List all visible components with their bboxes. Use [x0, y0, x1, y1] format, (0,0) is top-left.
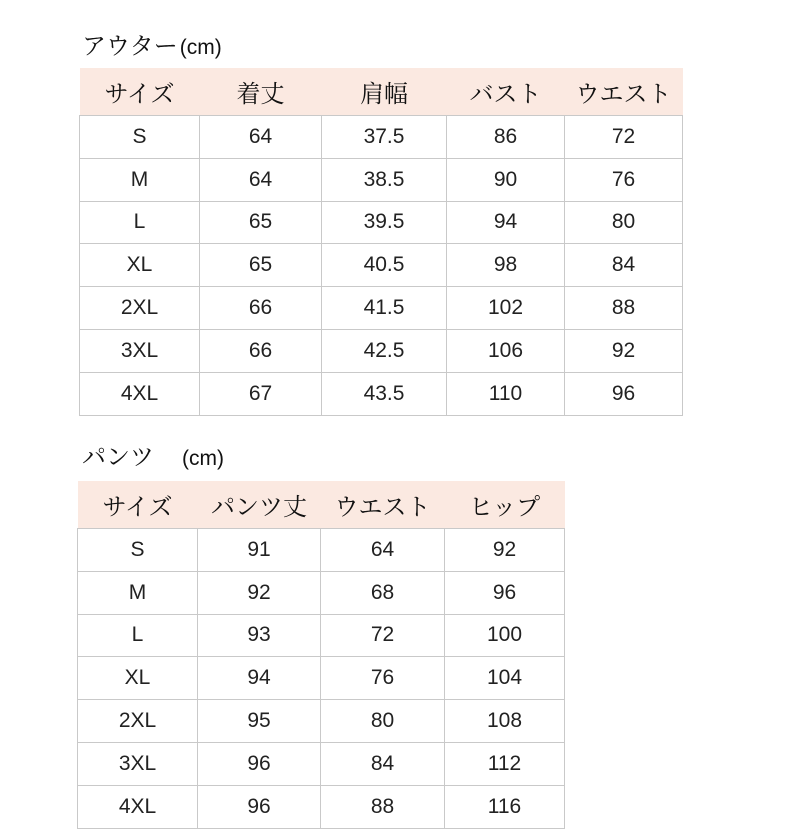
table-cell: 37.5 [322, 116, 447, 159]
table-cell: 38.5 [322, 158, 447, 201]
table-row [78, 571, 565, 614]
table-cell: M [80, 158, 200, 201]
table-cell: 80 [321, 700, 445, 743]
column-header-shoulder: 肩幅 [322, 68, 447, 116]
pants-title-text: パンツ [82, 443, 154, 471]
table-cell: S [78, 529, 198, 572]
table-cell: 4XL [78, 785, 198, 828]
table-cell: M [78, 571, 198, 614]
table-cell: 39.5 [322, 201, 447, 244]
outer-unit-label: (cm) [179, 36, 222, 59]
table-cell: S [80, 116, 200, 159]
table-cell: 66 [200, 329, 322, 372]
table-cell: 3XL [80, 329, 200, 372]
table-header-row [80, 68, 683, 116]
table-cell: 104 [445, 657, 565, 700]
table-cell: 108 [445, 700, 565, 743]
table-cell: 84 [565, 244, 683, 287]
table-cell: 40.5 [322, 244, 447, 287]
outer-title-text: アウター [82, 32, 178, 60]
table-cell: 4XL [80, 372, 200, 415]
table-cell: XL [80, 244, 200, 287]
column-header-waist: ウエスト [321, 481, 445, 529]
table-cell: L [80, 201, 200, 244]
table-cell: 2XL [80, 287, 200, 330]
table-cell: 67 [200, 372, 322, 415]
table-row [78, 614, 565, 657]
table-cell: 96 [198, 785, 321, 828]
table-cell: 88 [565, 287, 683, 330]
column-header-bust: バスト [447, 68, 565, 116]
table-cell: 102 [447, 287, 565, 330]
table-cell: 106 [447, 329, 565, 372]
table-cell: 76 [565, 158, 683, 201]
table-cell: 88 [321, 785, 445, 828]
table-cell: 65 [200, 201, 322, 244]
table-cell: 3XL [78, 742, 198, 785]
table-cell: 92 [565, 329, 683, 372]
table-cell: 72 [321, 614, 445, 657]
table-cell: 64 [321, 529, 445, 572]
table-row [78, 700, 565, 743]
table-row [80, 158, 683, 201]
table-cell: 72 [565, 116, 683, 159]
table-row [78, 742, 565, 785]
column-header-length: 着丈 [200, 68, 322, 116]
pants-size-table [77, 481, 565, 829]
table-cell: 94 [198, 657, 321, 700]
column-header-size: サイズ [78, 481, 198, 529]
table-cell: 92 [445, 529, 565, 572]
table-cell: 64 [200, 116, 322, 159]
table-cell: 90 [447, 158, 565, 201]
column-header-hip: ヒップ [445, 481, 565, 529]
table-cell: 91 [198, 529, 321, 572]
table-cell: 95 [198, 700, 321, 743]
column-header-waist: ウエスト [565, 68, 683, 116]
table-cell: 43.5 [322, 372, 447, 415]
table-cell: 76 [321, 657, 445, 700]
table-row [80, 287, 683, 330]
column-header-inseam: パンツ丈 [198, 481, 321, 529]
table-cell: 86 [447, 116, 565, 159]
table-cell: 41.5 [322, 287, 447, 330]
table-row [80, 329, 683, 372]
table-cell: 42.5 [322, 329, 447, 372]
outer-section-title [82, 26, 222, 61]
table-cell: 93 [198, 614, 321, 657]
pants-unit-label: (cm) [182, 447, 224, 470]
table-cell: 112 [445, 742, 565, 785]
outer-size-table [79, 68, 683, 416]
table-cell: 96 [445, 571, 565, 614]
table-cell: 64 [200, 158, 322, 201]
table-cell: 100 [445, 614, 565, 657]
table-cell: 65 [200, 244, 322, 287]
table-cell: 92 [198, 571, 321, 614]
table-row [78, 529, 565, 572]
table-row [78, 785, 565, 828]
table-row [78, 657, 565, 700]
table-cell: L [78, 614, 198, 657]
table-cell: 96 [198, 742, 321, 785]
table-row [80, 116, 683, 159]
table-cell: 116 [445, 785, 565, 828]
table-cell: 2XL [78, 700, 198, 743]
table-cell: 110 [447, 372, 565, 415]
table-cell: 94 [447, 201, 565, 244]
table-cell: 66 [200, 287, 322, 330]
table-row [80, 244, 683, 287]
table-row [80, 201, 683, 244]
table-row [80, 372, 683, 415]
table-cell: 98 [447, 244, 565, 287]
table-cell: 80 [565, 201, 683, 244]
table-cell: 96 [565, 372, 683, 415]
table-cell: 84 [321, 742, 445, 785]
column-header-size: サイズ [80, 68, 200, 116]
pants-section-title [82, 437, 224, 472]
table-cell: 68 [321, 571, 445, 614]
table-cell: XL [78, 657, 198, 700]
table-header-row [78, 481, 565, 529]
